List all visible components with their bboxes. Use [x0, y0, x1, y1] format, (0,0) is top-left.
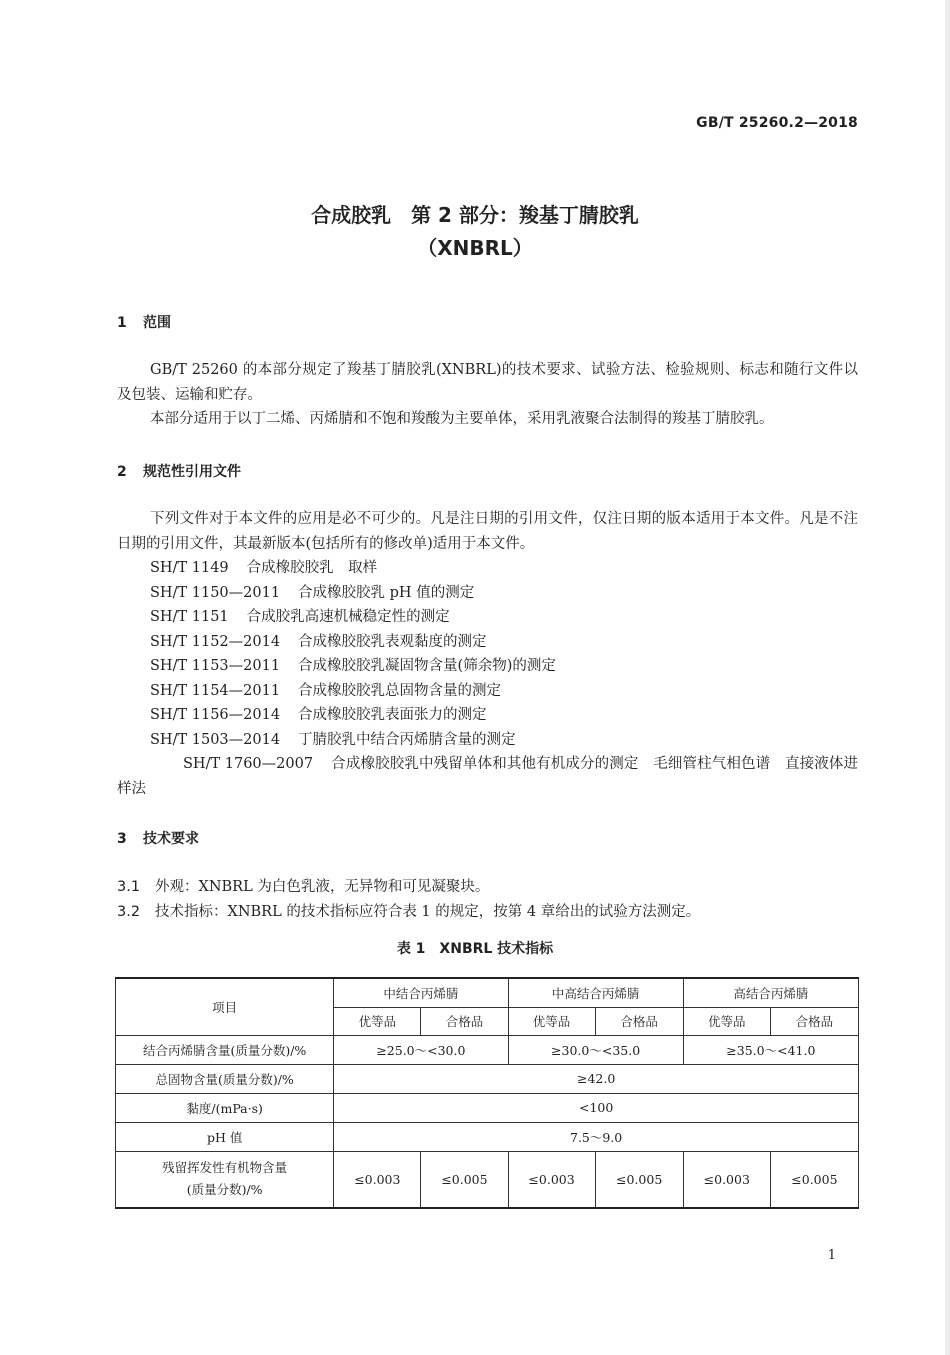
- reference-item: [117, 556, 858, 581]
- row-label-cell: [116, 1151, 334, 1208]
- row-label-cell: pH 值: [116, 1122, 334, 1151]
- reference-code: SH/T 1154—2011: [150, 682, 281, 699]
- reference-title: 合成橡胶胶乳中残留单体和其他有机成分的测定 毛细管柱气相色谱 直接液体进样法: [117, 756, 858, 797]
- group-header-cell: 中结合丙烯腈: [334, 978, 508, 1007]
- reference-item: [117, 752, 858, 801]
- clause-3-2: [117, 900, 700, 921]
- table-header-row: [116, 978, 859, 1007]
- row-label-cell: 黏度/(mPa·s): [116, 1093, 334, 1122]
- grade-header-cell: 优等品: [683, 1007, 770, 1035]
- value-cell: ≥30.0～<35.0: [508, 1035, 683, 1064]
- reference-item: [117, 581, 858, 606]
- grade-header-cell: 合格品: [421, 1007, 508, 1035]
- reference-title: 合成橡胶胶乳 pH 值的测定: [298, 584, 475, 601]
- section-1-heading: [117, 312, 171, 332]
- value-cell: 7.5～9.0: [334, 1122, 859, 1151]
- section-number: 1: [117, 315, 127, 331]
- section-title: 规范性引用文件: [143, 464, 241, 480]
- value-cell: ≥25.0～<30.0: [334, 1035, 508, 1064]
- paragraph: 本部分适用于以丁二烯、丙烯腈和不饱和羧酸为主要单体，采用乳液聚合法制得的羧基丁腈胶乳。: [150, 411, 774, 427]
- section-number: 3: [117, 831, 127, 847]
- reference-item: [117, 605, 858, 630]
- value-cell: ≥35.0～<41.0: [683, 1035, 858, 1064]
- paragraph: 下列文件对于本文件的应用是必不可少的。凡是注日期的引用文件，仅注日期的版本适用于本文件。凡是不注日期的引用文件，其最新版本(包括所有的修改单)适用于本文件。: [117, 511, 858, 552]
- clause-text: 外观：XNBRL 为白色乳液，无异物和可见凝聚块。: [155, 879, 490, 895]
- section-2-heading: [117, 461, 241, 481]
- reference-title: 合成橡胶胶乳 取样: [246, 560, 378, 576]
- page-number: 1: [827, 1248, 836, 1263]
- clause-number: 3.2: [117, 904, 141, 920]
- item-header-cell: 项目: [116, 978, 334, 1035]
- section-number: 2: [117, 464, 127, 480]
- reference-code: SH/T 1152—2014: [150, 633, 281, 650]
- paragraph: GB/T 25260 的本部分规定了羧基丁腈胶乳(XNBRL)的技术要求、试验方法、检验规则、标志和随行文件以及包装、运输和贮存。: [117, 362, 858, 403]
- group-header-cell: 高结合丙烯腈: [683, 978, 858, 1007]
- value-cell: ≤0.005: [595, 1151, 683, 1208]
- clause-number: 3.1: [117, 879, 141, 895]
- reference-code: SH/T 1150—2011: [150, 584, 281, 601]
- standard-code: GB/T 25260.2—2018: [696, 115, 858, 131]
- clause-3-1: [117, 875, 489, 896]
- reference-title: 合成橡胶胶乳表面张力的测定: [298, 707, 487, 723]
- table-caption: 表 1 XNBRL 技术指标: [396, 941, 554, 957]
- technical-indicators-table: [115, 977, 859, 1209]
- value-cell: ≥42.0: [334, 1064, 859, 1093]
- row-label-line: (质量分数)/%: [186, 1182, 263, 1198]
- grade-header-cell: 合格品: [770, 1007, 858, 1035]
- reference-title: 合成橡胶胶乳凝固物含量(筛余物)的测定: [298, 658, 556, 674]
- reference-item: [117, 703, 858, 728]
- grade-header-cell: 优等品: [334, 1007, 421, 1035]
- row-label-line: 残留挥发性有机物含量: [162, 1160, 288, 1176]
- value-cell: <100: [334, 1093, 859, 1122]
- table-row: [116, 1064, 859, 1093]
- reference-title: 丁腈胶乳中结合丙烯腈含量的测定: [298, 731, 516, 748]
- section-title: 范围: [143, 315, 171, 331]
- grade-header-cell: 优等品: [508, 1007, 595, 1035]
- value-cell: ≤0.005: [770, 1151, 858, 1208]
- table-row: [116, 1035, 859, 1064]
- table-row: [116, 1093, 859, 1122]
- document-subtitle: （XNBRL）: [417, 236, 533, 260]
- reference-title: 合成胶乳高速机械稳定性的测定: [246, 609, 450, 625]
- clause-text: 技术指标：XNBRL 的技术指标应符合表 1 的规定，按第 4 章给出的试验方法测定。: [155, 904, 701, 920]
- row-label-cell: 结合丙烯腈含量(质量分数)/%: [116, 1035, 334, 1064]
- grade-header-cell: 合格品: [595, 1007, 683, 1035]
- reference-item: [117, 679, 858, 704]
- reference-code: SH/T 1153—2011: [150, 658, 281, 674]
- reference-code: SH/T 1760—2007: [183, 756, 314, 772]
- value-cell: ≤0.003: [508, 1151, 595, 1208]
- table-row: [116, 1151, 859, 1208]
- section-2-intro: [117, 507, 858, 556]
- reference-item: [117, 630, 858, 655]
- reference-code: SH/T 1151: [150, 609, 229, 625]
- reference-code: SH/T 1156—2014: [150, 707, 281, 723]
- section-title: 技术要求: [143, 831, 199, 847]
- reference-code: SH/T 1149: [150, 560, 229, 576]
- reference-title: 合成橡胶胶乳表观黏度的测定: [298, 633, 487, 650]
- reference-item: [117, 654, 858, 679]
- reference-title: 合成橡胶胶乳总固物含量的测定: [298, 682, 502, 699]
- value-cell: ≤0.005: [421, 1151, 508, 1208]
- row-label-cell: 总固物含量(质量分数)/%: [116, 1064, 334, 1093]
- reference-code: SH/T 1503—2014: [150, 731, 281, 748]
- document-title: 合成胶乳 第 2 部分：羧基丁腈胶乳: [311, 203, 639, 227]
- group-header-cell: 中高结合丙烯腈: [508, 978, 683, 1007]
- reference-item: [117, 728, 858, 753]
- table-row: [116, 1122, 859, 1151]
- value-cell: ≤0.003: [683, 1151, 770, 1208]
- value-cell: ≤0.003: [334, 1151, 421, 1208]
- section-1-body: [117, 358, 858, 432]
- normative-reference-list: [117, 556, 858, 801]
- section-3-heading: [117, 828, 199, 848]
